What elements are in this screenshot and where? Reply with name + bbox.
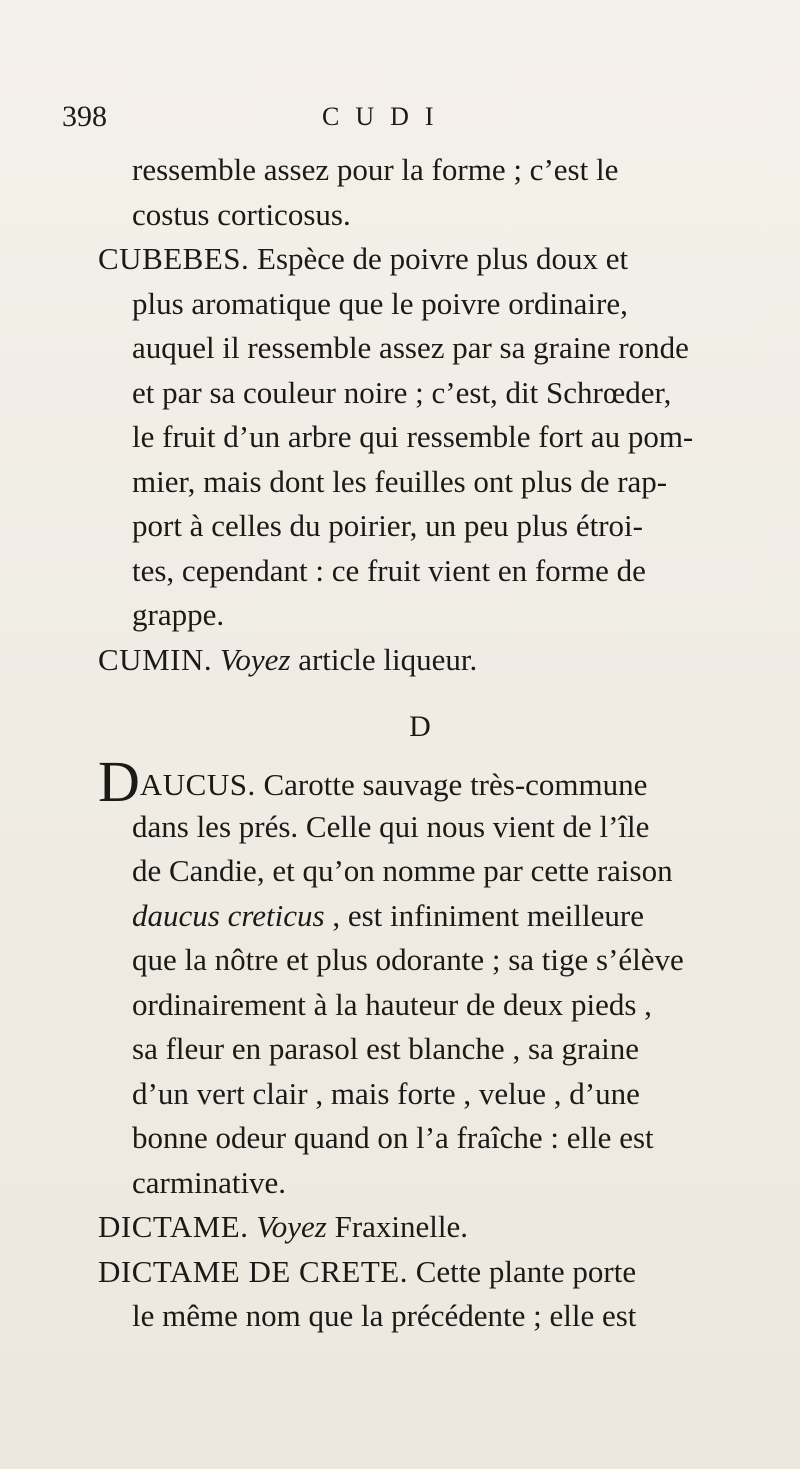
headword: AUCUS.: [139, 767, 256, 802]
text-line: et par sa couleur noire ; c’est, dit Schrœder,: [132, 374, 672, 410]
text-line: ordinairement à la hauteur de deux pieds ,: [132, 986, 652, 1022]
page-header: [0, 100, 800, 140]
text-line: plus aromatique que le poivre ordinaire,: [132, 285, 628, 321]
text-line: port à celles du poirier, un peu plus étroi-: [132, 508, 643, 543]
text-line: costus corticosus.: [132, 196, 351, 232]
text-line: le fruit d’un arbre qui ressemble fort au pom-: [132, 419, 694, 454]
text-line: [98, 749, 780, 814]
headword: DICTAME DE CRETE.: [98, 1253, 408, 1289]
text-line: [98, 1205, 780, 1250]
entry-cumin: [100, 638, 780, 683]
page-number: 398: [62, 100, 107, 133]
cross-reference: Voyez: [248, 1209, 327, 1244]
text-line: [100, 894, 780, 939]
text-span: Cette plante porte: [407, 1253, 637, 1289]
text-line: grappe.: [132, 597, 225, 632]
entry-costus-continuation: [100, 148, 780, 237]
section-letter: D: [409, 710, 431, 743]
text-span: , est infiniment meilleure: [324, 897, 644, 933]
text-line: [98, 1250, 780, 1295]
text-line: mier, mais dont les feuilles ont plus de rap-: [132, 463, 668, 499]
page-text: [100, 148, 780, 1339]
running-head: CUDI: [322, 102, 450, 131]
text-line: [98, 237, 780, 282]
entry-cubebes: [100, 237, 780, 638]
text-span: Fraxinelle.: [326, 1209, 469, 1244]
text-line: [98, 638, 780, 683]
text-line: carminative.: [132, 1164, 287, 1200]
text-line: dans les prés. Celle qui nous vient de l’île: [132, 808, 650, 844]
text-span: Carotte sauvage très-commune: [255, 767, 648, 802]
cross-reference: Voyez: [212, 641, 291, 677]
latin-name: daucus creticus: [132, 897, 325, 933]
text-line: ressemble assez pour la forme ; c’est le: [132, 152, 619, 187]
text-line: de Candie, et qu’on nomme par cette raison: [132, 853, 673, 888]
entry-dictame: [100, 1205, 780, 1250]
text-line: auquel il ressemble assez par sa graine ronde: [132, 330, 689, 365]
text-line: que la nôtre et plus odorante ; sa tige s’élève: [132, 942, 684, 977]
headword: CUMIN.: [98, 641, 213, 677]
text-line: bonne odeur quand on l’a fraîche : elle est: [132, 1120, 654, 1155]
text-span: Espèce de poivre plus doux et: [249, 241, 629, 276]
text-line: tes, cependant : ce fruit vient en forme de: [132, 552, 646, 588]
entry-dictame-de-crete: [100, 1250, 780, 1339]
headword: DICTAME.: [98, 1209, 249, 1244]
headword: CUBEBES.: [98, 241, 250, 276]
text-line: d’un vert clair , mais forte , velue , d’une: [132, 1075, 640, 1111]
text-line: le même nom que la précédente ; elle est: [132, 1298, 637, 1333]
drop-cap: D: [98, 749, 140, 814]
text-line: sa fleur en parasol est blanche , sa graine: [132, 1031, 639, 1066]
entry-daucus: [98, 749, 780, 1205]
text-span: article liqueur.: [290, 641, 478, 677]
